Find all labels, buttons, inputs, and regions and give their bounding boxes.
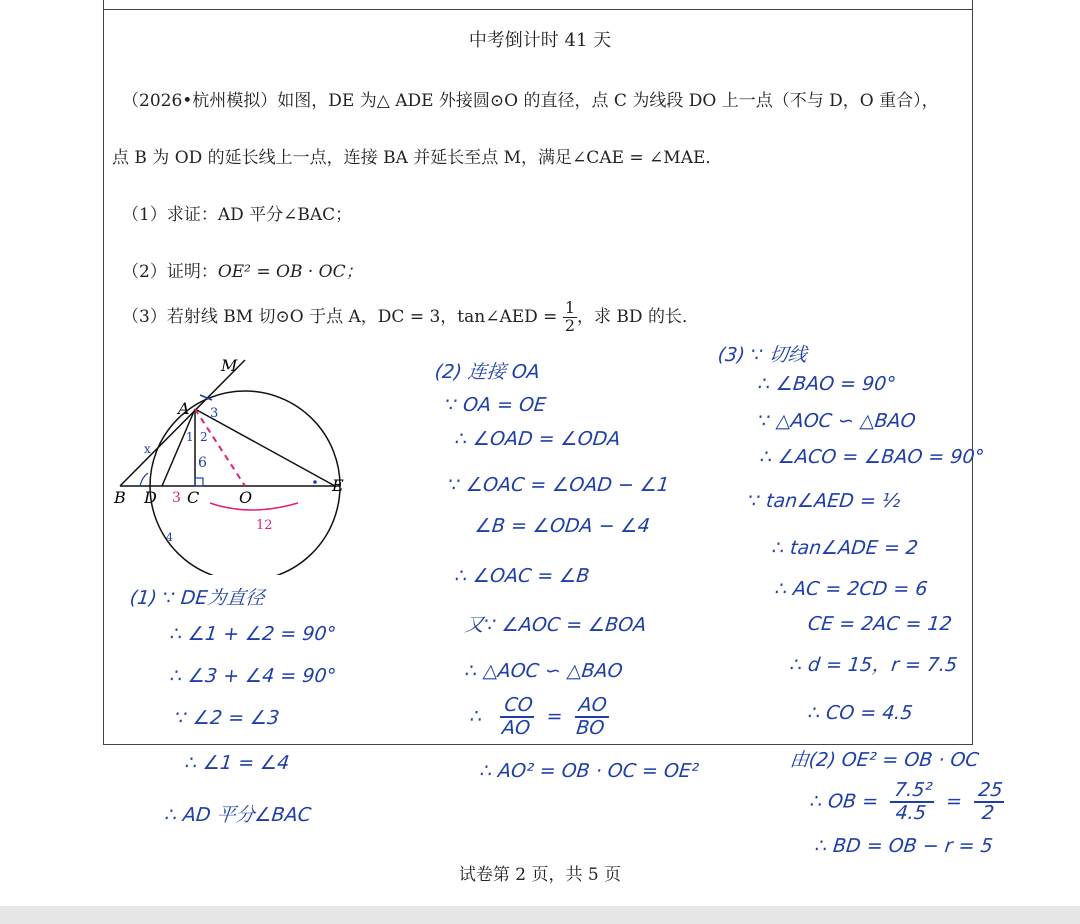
question-2: [122, 257, 363, 282]
page-footer: 试卷第 2 页，共 5 页: [458, 865, 622, 885]
circle-o: [150, 391, 340, 575]
hw-fraction-25-2: $\frac{25}{2}$: [972, 780, 1007, 824]
hw-part1-line5: ∴ ∠1 = ∠4: [183, 752, 291, 774]
hw-length-3: 3: [172, 490, 181, 506]
hw-x: x: [144, 442, 151, 456]
hw-part3-line10: ∴ CO = 4.5: [806, 702, 914, 724]
hw-part2-line1: (2) 连接 OA: [433, 361, 541, 383]
hw-part3-line13: ∴ BD = OB − r = 5: [813, 835, 994, 857]
hw-part2-line10: ∴ AO² = OB · OC = OE²: [478, 760, 700, 782]
hw-length-6: 6: [198, 455, 207, 471]
question-3: [122, 300, 699, 335]
question-3-fraction: $\frac{1}{2}$: [564, 298, 576, 335]
label-a: A: [178, 399, 190, 418]
hw-angle-2: 2: [200, 430, 208, 444]
geometry-figure: [100, 345, 360, 575]
hw-part3-line5: ∵ tan∠AED = ½: [746, 490, 902, 512]
hw-angle-3: 3: [210, 406, 219, 421]
hw-part2-line3: ∴ ∠OAD = ∠ODA: [453, 428, 622, 450]
hw-part3-line11: 由(2) OE² = OB · OC: [788, 749, 980, 771]
question-2-expression: OE² = OB · OC；: [217, 262, 363, 282]
label-m: M: [221, 356, 238, 375]
hw-part3-line3: ∵ △AOC ∽ △BAO: [756, 410, 917, 432]
hw-part2-line2: ∵ OA = OE: [443, 394, 548, 416]
line-bm: [120, 360, 245, 486]
hw-part2-line6: ∴ ∠OAC = ∠B: [453, 565, 591, 587]
problem-line-2: 点 B 为 OD 的延长线上一点，连接 BA 并延长至点 M，满足∠CAE = ∠MAE．: [112, 148, 723, 168]
line-ao-dashed: [195, 409, 245, 486]
question-2-prefix: （2）证明：: [122, 262, 218, 282]
hw-part3-line7: ∴ AC = 2CD = 6: [773, 578, 929, 600]
hw-part2-line8: ∴ △AOC ∽ △BAO: [463, 660, 624, 682]
label-c: C: [187, 488, 200, 507]
label-d: D: [144, 488, 157, 507]
hw-part1-line1: (1) ∵ DE为直径: [128, 587, 266, 609]
label-b: B: [114, 488, 126, 507]
hw-part2-line5: ∠B = ∠ODA − ∠4: [473, 515, 651, 537]
hw-part1-line3: ∴ ∠3 + ∠4 = 90°: [168, 665, 338, 687]
label-o: O: [239, 488, 253, 507]
angle-mark-e: [313, 480, 317, 484]
hw-part1-line4: ∵ ∠2 = ∠3: [173, 707, 281, 729]
hw-part3-line8: CE = 2AC = 12: [806, 613, 953, 635]
question-3-suffix: ，求 BD 的长．: [577, 306, 699, 327]
question-1: （1）求证：AD 平分∠BAC；: [122, 205, 353, 225]
hw-angle-1: 1: [186, 430, 194, 444]
hw-part1-line6: ∴ AD 平分∠BAC: [163, 804, 313, 826]
page-title: 中考倒计时 41 天: [468, 30, 612, 51]
hw-part3-line2: ∴ ∠BAO = 90°: [756, 373, 897, 395]
hw-part2-proportion: ∴ $\frac{CO}{AO}$ = $\frac{AO}{BO}$: [468, 695, 611, 739]
hw-4: 4: [166, 531, 173, 544]
hw-fraction-co-ao: $\frac{CO}{AO}$: [498, 695, 537, 739]
hw-part3-line1: (3) ∵ 切线: [716, 344, 809, 366]
hw-part2-line7: 又∵ ∠AOC = ∠BOA: [463, 614, 648, 636]
question-3-prefix: （3）若射线 BM 切⊙O 于点 A，DC = 3，tan∠AED =: [122, 306, 558, 327]
hw-part3-line9: ∴ d = 15，r = 7.5: [788, 654, 959, 676]
line-ad: [162, 409, 195, 486]
hw-part1-line2: ∴ ∠1 + ∠2 = 90°: [168, 623, 338, 645]
brace-ce: [210, 503, 298, 510]
right-angle-c: [195, 478, 203, 486]
hw-length-12: 12: [256, 518, 273, 533]
angle-mark-b: [140, 473, 148, 486]
hw-part3-line4: ∴ ∠ACO = ∠BAO = 90°: [758, 446, 986, 468]
viewer-bottom-bar: [0, 906, 1080, 924]
hw-part3-line6: ∴ tan∠ADE = 2: [770, 537, 920, 559]
problem-line-1: （2026•杭州模拟）如图，DE 为△ ADE 外接圆⊙O 的直径，点 C 为线段 DO 上一点（不与 D，O 重合），: [122, 91, 939, 111]
hw-part2-line4: ∵ ∠OAC = ∠OAD − ∠1: [446, 474, 671, 496]
hw-part3-ob-fraction: ∴ OB = $\frac{\text{7.5²}}{4.5}$ = $\frac{25}{2}$: [808, 780, 1007, 824]
hw-fraction-ao-bo: $\frac{AO}{BO}$: [572, 695, 611, 739]
hw-fraction-75sq-45: $\frac{\text{7.5²}}{4.5}$: [888, 780, 936, 824]
label-e: E: [332, 476, 344, 495]
